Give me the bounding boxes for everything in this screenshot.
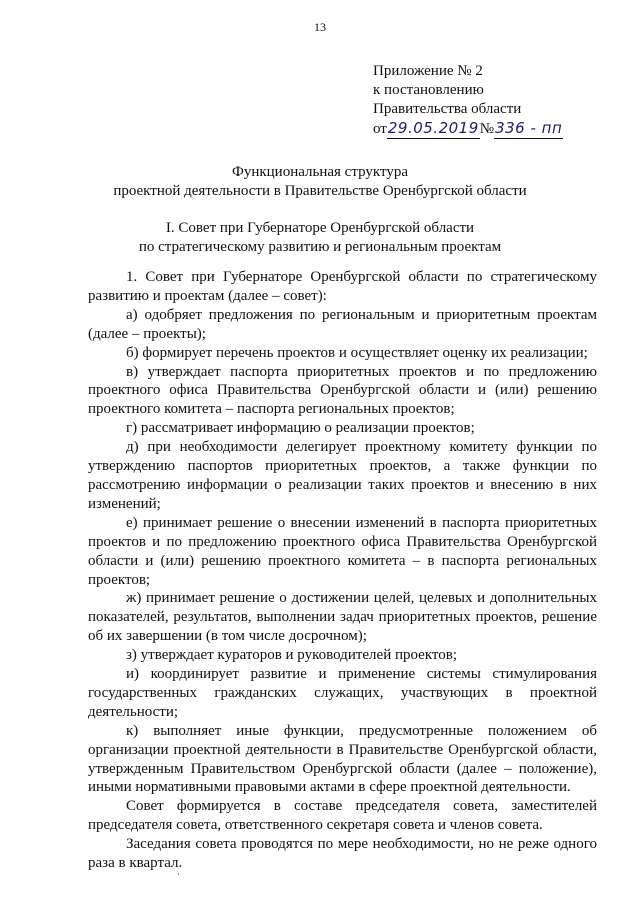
paragraph-k: к) выполняет иные функции, предусмотренные положением об организации проектной деятельности в Правительстве Оренбургской области, утвержденным Правительством Оренбургской области (далее – положение), иными нормативными правовыми актами в сфере проектной деятельности. [88, 722, 597, 796]
paragraph-b: б) формирует перечень проектов и осуществляет оценку их реализации; [126, 344, 588, 361]
paragraph-e: е) принимает решение о внесении изменений в паспорта приоритетных проектов и по предложению проектного офиса Правительства Оренбургской области и (или) решению проектного комитета – в паспорта региональных проектов; [88, 514, 597, 588]
paragraph-z: з) утверждает кураторов и руководителей проектов; [126, 647, 458, 664]
paragraph-g: г) рассматривает информацию о реализации проектов; [126, 420, 475, 437]
scan-mark [178, 873, 179, 875]
handwritten-number: 336 - пп [495, 119, 563, 137]
appendix-line-1: Приложение № 2 [373, 63, 483, 79]
page-number: 13 [314, 20, 326, 34]
paragraph-a: а) одобряет предложения по региональным и приоритетным проектам (далее – проекты); [88, 306, 597, 342]
paragraph-d: д) при необходимости делегирует проектному комитету функции по утверждению паспортов приоритетных проектов, а также функции по рассмотрению информации о реализации таких проектов и внесению в них изменений; [88, 439, 597, 512]
section-heading-line-2: по стратегическому развитию и региональным проектам [138, 239, 502, 255]
section-heading [40, 219, 600, 257]
paragraph-i: и) координирует развитие и применение системы стимулирования государственных гражданских служащих, участвующих в проектной деятельности; [88, 666, 597, 720]
document-title-line-1: Функциональная структура [231, 164, 408, 180]
appendix-line-2: к постановлению [373, 82, 484, 98]
section-heading-line-1: I. Совет при Губернаторе Оренбургской области [165, 220, 475, 236]
handwritten-date: 29.05.2019 [387, 119, 479, 137]
document-title-line-2: проектной деятельности в Правительстве Оренбургской области [113, 183, 527, 199]
body-text [88, 268, 597, 873]
appendix-reference [373, 119, 563, 139]
appendix-line-3: Правительства области [373, 101, 522, 117]
paragraph-1: 1. Совет при Губернаторе Оренбургской области по стратегическому развитию и проектам (далее – совет): [88, 269, 597, 304]
date-prefix: от [373, 121, 387, 137]
paragraph-zh: ж) принимает решение о достижении целей, целевых и дополнительных показателей, результатов, выполнении задач приоритетных проектов, решение об их завершении (в том числе досрочном); [88, 590, 597, 645]
appendix-block [373, 62, 563, 139]
paragraph-composition: Совет формируется в составе председателя совета, заместителей председателя совета, ответственного секретаря совета и членов совета. [88, 798, 597, 834]
document-title [40, 163, 600, 201]
paragraph-meetings: Заседания совета проводятся по мере необходимости, но не реже одного раза в квартал. [88, 836, 597, 872]
paragraph-v: в) утверждает паспорта приоритетных проектов и по предложению проектного офиса Правительства Оренбургской области и (или) решению проектного комитета – паспорта региональных проектов; [88, 363, 597, 418]
number-prefix: № [479, 121, 495, 137]
